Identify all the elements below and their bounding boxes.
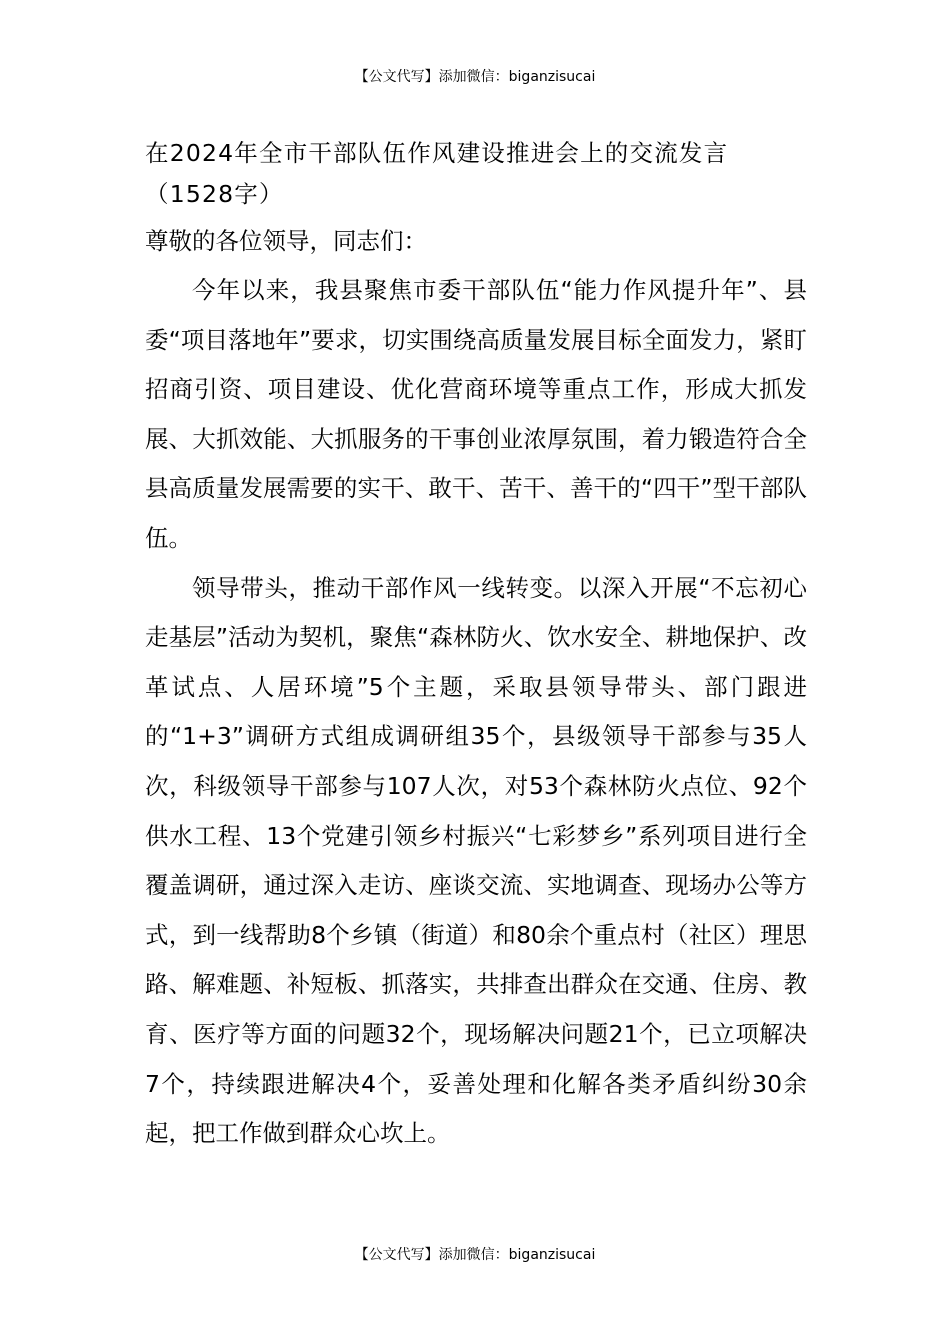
document-title [145, 128, 807, 216]
page-header: 【公文代写】添加微信：biganzisucai [354, 69, 596, 85]
title-text: 在2024年全市干部队伍作风建设推进会上的交流发言 [145, 139, 729, 167]
word-count: （1528字） [145, 180, 284, 208]
document-body [145, 128, 807, 1159]
paragraph-2: 领导带头，推动干部作风一线转变。以深入开展“不忘初心走基层”活动为契机，聚焦“森林防火、饮水安全、耕地保护、改革试点、人居环境”5个主题，采取县领导带头、部门跟进的“1+3”调研方式组成调研组35个，县级领导干部参与35人次，科级领导干部参与107人次，对53个森林防火点位、92个供水工程、13个党建引领乡村振兴“七彩梦乡”系列项目进行全覆盖调研，通过深入走访、座谈交流、实地调查、现场办公等方式，到一线帮助8个乡镇（街道）和80余个重点村（社区）理思路、解难题、补短板、抓落实，共排查出群众在交通、住房、教育、医疗等方面的问题32个，现场解决问题21个，已立项解决7个，持续跟进解决4个，妥善处理和化解各类矛盾纠纷30余起，把工作做到群众心坎上。 [145, 573, 807, 1148]
salutation: 尊敬的各位领导，同志们： [145, 227, 427, 255]
paragraph-1: 今年以来，我县聚焦市委干部队伍“能力作风提升年”、县委“项目落地年”要求，切实围绕高质量发展目标全面发力，紧盯招商引资、项目建设、优化营商环境等重点工作，形成大抓发展、大抓效能、大抓服务的干事创业浓厚氛围，着力锻造符合全县高质量发展需要的实干、敢干、苦干、善干的“四干”型干部队伍。 [145, 276, 807, 552]
page-footer: 【公文代写】添加微信：biganzisucai [354, 1247, 596, 1263]
